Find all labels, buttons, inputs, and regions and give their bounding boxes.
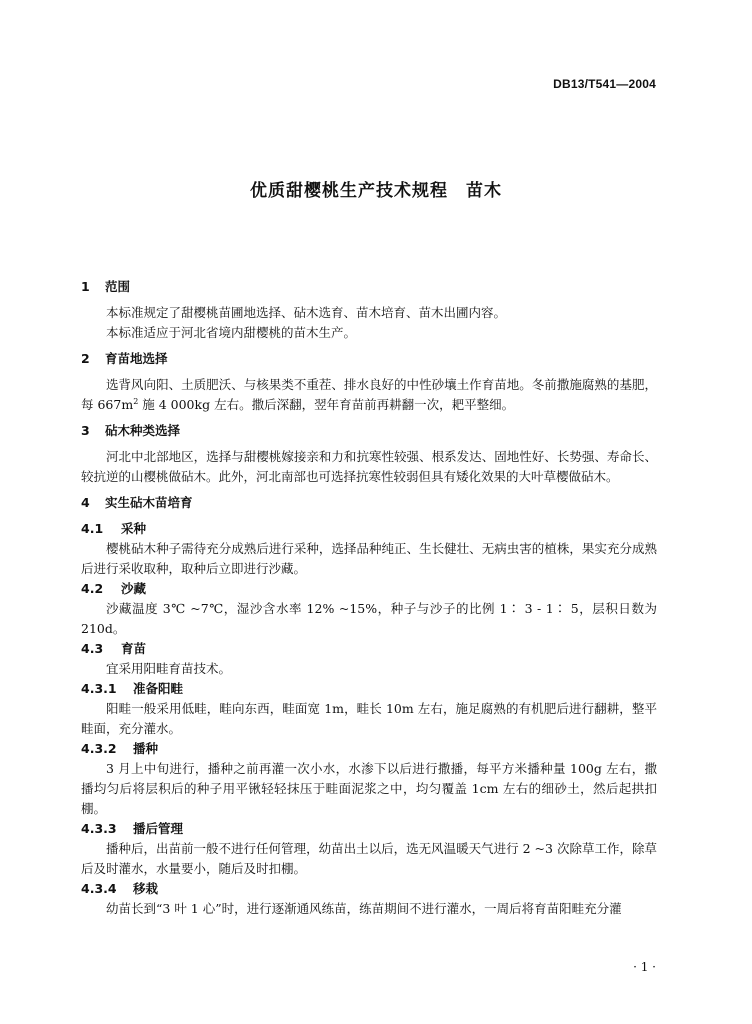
paragraph: 沙藏温度 3℃ ~7℃，湿沙含水率 12% ~15%，种子与沙子的比例 1∶ 3 - 1∶ 5，层积日数为 210d。 [81,601,657,636]
standard-code: DB13/T541—2004 [553,77,656,91]
section-number: 4.3.4 [81,881,117,896]
paragraph: 本标准规定了甜樱桃苗圃地选择、砧木选育、苗木培育、苗木出圃内容。 [106,305,507,320]
subsection-4-3-1-heading [81,679,657,699]
section-title: 实生砧木苗培育 [105,495,193,510]
document-body [81,277,657,919]
section-number: 3 [81,423,90,438]
section-number: 4.3.2 [81,741,117,756]
paragraph: 河北中北部地区，选择与甜樱桃嫁接亲和力和抗寒性较强、根系发达、固地性好、长势强、寿命长、较抗逆的山樱桃做砧木。此外，河北南部也可选择抗寒性较弱但具有矮化效果的大叶草樱做砧木。 [81,449,657,484]
section-title: 砧木种类选择 [105,423,181,438]
section-title: 范围 [105,279,131,294]
section-title: 沙藏 [121,581,147,596]
section-title: 准备阳畦 [133,681,184,696]
section-title: 移栽 [133,881,159,896]
paragraph: 选背风向阳、土质肥沃、与核果类不重茬、排水良好的中性砂壤土作育苗地。冬前撒施腐熟的基肥，每 $667m^2$ 施 4 000kg 左右。撒后深翻，翌年育苗前再耕翻一次，耙平整细。 [81,377,657,412]
superscript: 2 [133,396,139,406]
paragraph: 播种后，出苗前一般不进行任何管理，幼苗出土以后，选无风温暖天气进行 2 ~3 次除草工作，除草后及时灌水，水量要小，随后及时扣棚。 [81,841,657,876]
section-number: 4.3.1 [81,681,117,696]
paragraph: 樱桃砧木种子需待充分成熟后进行采种，选择品种纯正、生长健壮、无病虫害的植株，果实充分成熟后进行采收取种，取种后立即进行沙藏。 [81,541,657,576]
section-number: 2 [81,351,90,366]
section-4-heading [81,493,657,513]
paragraph: 阳畦一般采用低畦，畦向东西，畦面宽 1m，畦长 10m 左右，施足腐熟的有机肥后进行翻耕，整平畦面，充分灌水。 [81,701,657,736]
paragraph: 宜采用阳畦育苗技术。 [106,661,232,676]
section-title: 播种 [133,741,159,756]
section-number: 4.1 [81,521,104,536]
page-number: · 1 · [633,960,656,974]
section-number: 4 [81,495,90,510]
section-number: 4.2 [81,581,104,596]
paragraph: 幼苗长到“3 叶 1 心”时，进行逐渐通风练苗，练苗期间不进行灌水，一周后将育苗阳畦充分灌 [106,901,622,916]
section-1-heading [81,277,657,297]
document-title: 优质甜樱桃生产技术规程 苗木 [250,181,502,201]
subsection-4-2-heading [81,579,657,599]
paragraph: 本标准适应于河北省境内甜樱桃的苗木生产。 [106,325,357,340]
section-title: 育苗 [121,641,147,656]
subsection-4-3-2-heading [81,739,657,759]
section-number: 1 [81,279,90,294]
section-title: 采种 [121,521,147,536]
section-number: 4.3.3 [81,821,117,836]
section-title: 播后管理 [133,821,184,836]
section-3-heading [81,421,657,441]
paragraph: 3 月上中旬进行，播种之前再灌一次小水，水渗下以后进行撒播，每平方米播种量 100g 左右，撒播均匀后将层积后的种子用平锹轻轻抹压于畦面泥浆之中，均匀覆盖 1cm 左右的细砂土，然后起拱扣棚。 [81,761,657,816]
subsection-4-3-3-heading [81,819,657,839]
section-2-heading [81,349,657,369]
section-number: 4.3 [81,641,104,656]
subsection-4-3-heading [81,639,657,659]
subsection-4-1-heading [81,519,657,539]
subsection-4-3-4-heading [81,879,657,899]
section-title: 育苗地选择 [105,351,168,366]
